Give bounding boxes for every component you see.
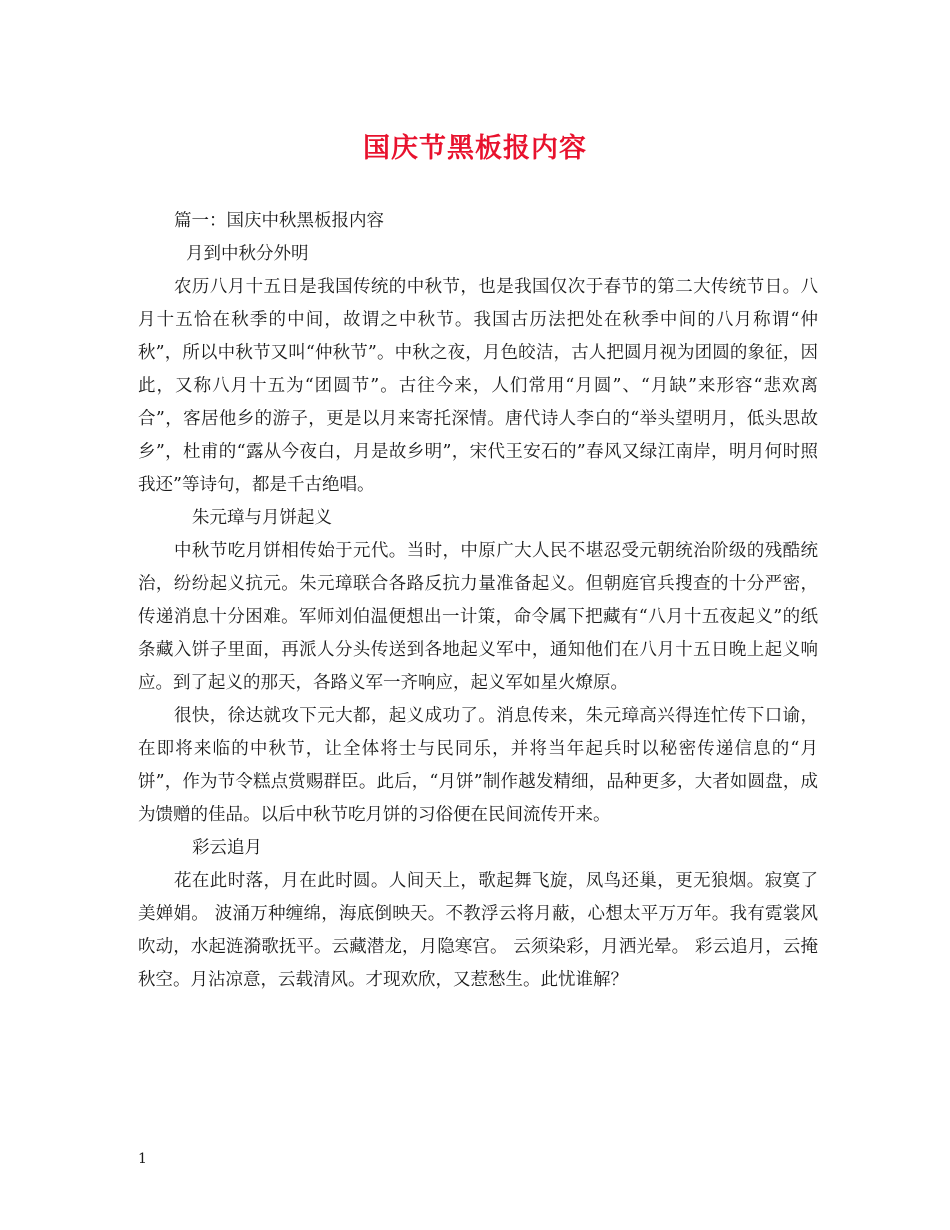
- paragraph-mooncake-custom: 很快，徐达就攻下元大都，起义成功了。消息传来，朱元璋高兴得连忙传下口谕，在即将来临的中秋节，让全体将士与民同乐，并将当年起兵时以秘密传递信息的“月饼”，作为节令糕点赏赐群臣。此后，“月饼”制作越发精细，品种更多，大者如圆盘，成为馈赠的佳品。以后中秋节吃月饼的习俗便在民间流传开来。: [138, 706, 818, 825]
- subsection-heading-clouds-moon: 彩云追月: [192, 838, 262, 858]
- paragraph-mooncake-uprising: 中秋节吃月饼相传始于元代。当时，中原广大人民不堪忍受元朝统治阶级的残酷统治，纷纷起义抗元。朱元璋联合各路反抗力量准备起义。但朝庭官兵搜查的十分严密，传递消息十分困难。军师刘伯温便想出一计策，命令属下把藏有“八月十五夜起义”的纸条藏入饼子里面，再派人分头传送到各地起义军中，通知他们在八月十五日晚上起义响应。到了起义的那天，各路义军一齐响应，起义军如星火燎原。: [138, 541, 818, 693]
- page-number: 1: [138, 1151, 147, 1167]
- paragraph-mid-autumn: 农历八月十五日是我国传统的中秋节，也是我国仅次于春节的第二大传统节日。八月十五恰在秋季的中间，故谓之中秋节。我国古历法把处在秋季中间的八月称谓“仲秋”，所以中秋节又叫“仲秋节”。中秋之夜，月色皎洁，古人把圆月视为团圆的象征，因此，又称八月十五为“团圆节”。古往今来，人们常用“月圆”、“月缺”来形容“悲欢离合”，客居他乡的游子，更是以月来寄托深情。唐代诗人李白的“举头望明月，低头思故乡”，杜甫的“露从今夜白，月是故乡明”，宋代王安石的”春风又绿江南岸，明月何时照我还”等诗句，都是千古绝唱。: [138, 277, 818, 495]
- subsection-heading-zhu-yuanzhang: 朱元璋与月饼起义: [192, 508, 332, 528]
- subsection-heading-moon: 月到中秋分外明: [186, 244, 309, 264]
- paragraph-clouds-moon: 花在此时落，月在此时圆。人间天上，歌起舞飞旋，凤鸟还巢，更无狼烟。寂寞了美婵娟。 波涌万种缠绵，海底倒映天。不教浮云将月蔽，心想太平万万年。我有霓裳风吹动，水起涟漪歌抚平。云藏潜龙，月隐寒宫。 云须染彩，月洒光晕。 彩云追月，云掩秋空。月沾凉意，云载清风。才现欢欣，又惹愁生。此忧谁解？: [138, 871, 818, 990]
- section-heading: 篇一：国庆中秋黑板报内容: [174, 211, 384, 231]
- document-body: [138, 205, 818, 997]
- document-title: 国庆节黑板报内容: [363, 133, 587, 164]
